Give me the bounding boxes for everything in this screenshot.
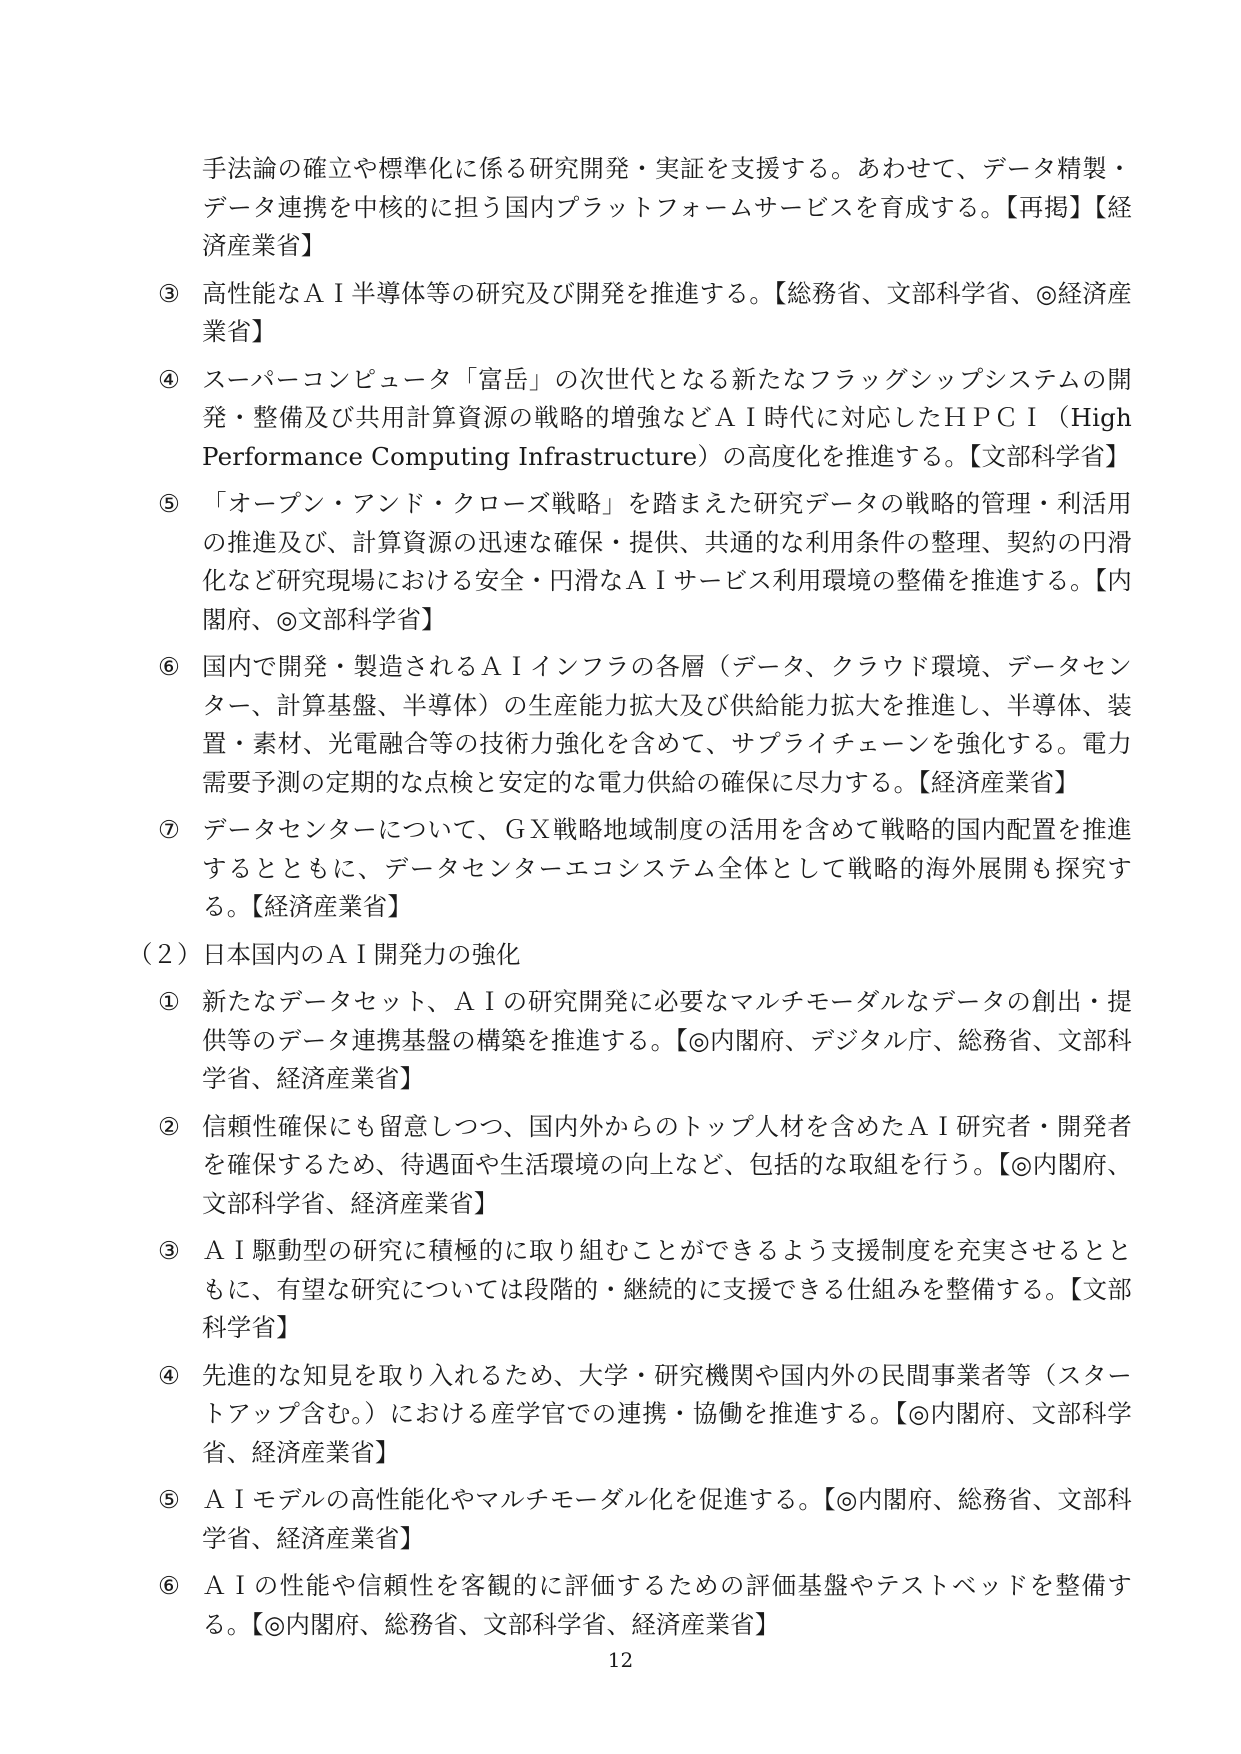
item-number: ⑦ xyxy=(158,815,181,844)
paragraph-text: 手法論の確立や標準化に係る研究開発・実証を支援する。あわせて、データ精製・データ連携を中核的に担う国内プラットフォームサービスを育成する。【再掲】【経済産業省】 xyxy=(202,154,1132,260)
item-text: 信頼性確保にも留意しつつ、国内外からのトップ人材を含めたＡＩ研究者・開発者を確保するため、待遇面や生活環境の向上など、包括的な取組を行う。【◎内閣府、文部科学省、経済産業省】 xyxy=(202,1111,1132,1218)
list-item-4 xyxy=(128,1357,1132,1473)
item-text: ＡＩ駆動型の研究に積極的に取り組むことができるよう支援制度を充実させるとともに、有望な研究については段階的・継続的に支援できる仕組みを整備する。【文部科学省】 xyxy=(202,1236,1132,1342)
list-item-1 xyxy=(128,983,1132,1099)
item-number: ⑥ xyxy=(158,1571,181,1600)
list-item-2 xyxy=(128,1108,1132,1224)
list-item-5 xyxy=(128,485,1132,639)
item-text: 「オープン・アンド・クローズ戦略」を踏まえた研究データの戦略的管理・利活用の推進及び、計算資源の迅速な確保・提供、共通的な利用条件の整理、契約の円滑化など研究現場における安全・円滑なＡＩサービス利用環境の整備を推進する。【内閣府、◎文部科学省】 xyxy=(202,489,1132,634)
list-item-4 xyxy=(128,361,1132,477)
section-title: 日本国内のＡＩ開発力の強化 xyxy=(202,939,521,969)
item-number: ④ xyxy=(158,364,181,394)
list-item-5 xyxy=(128,1481,1132,1558)
item-text: 国内で開発・製造されるＡＩインフラの各層（データ、クラウド環境、データセンター、計算基盤、半導体）の生産能力拡大及び供給能力拡大を推進し、半導体、装置・素材、光電融合等の技術力強化を含めて、サプライチェーンを強化する。電力需要予測の定期的な点検と安定的な電力供給の確保に尽力する。【経済産業省】 xyxy=(202,652,1132,797)
list-item-3 xyxy=(128,275,1132,352)
item-number: ⑤ xyxy=(158,489,181,518)
list-item-6 xyxy=(128,1567,1132,1644)
item-text: 高性能なＡＩ半導体等の研究及び開発を推進する。【総務省、文部科学省、◎経済産業省】 xyxy=(202,278,1132,346)
item-number: ⑤ xyxy=(158,1485,181,1514)
item-text: ＡＩの性能や信頼性を客観的に評価するための評価基盤やテストベッドを整備する。【◎内閣府、総務省、文部科学省、経済産業省】 xyxy=(202,1571,1132,1639)
item-number: ④ xyxy=(158,1360,181,1390)
document-body xyxy=(128,150,1132,1653)
page-number: 12 xyxy=(607,1648,634,1672)
item-number: ② xyxy=(158,1111,181,1141)
item-text: 先進的な知見を取り入れるため、大学・研究機関や国内外の民間事業者等（スタートアップ含む。）における産学官での連携・協働を推進する。【◎内閣府、文部科学省、経済産業省】 xyxy=(202,1360,1132,1467)
item-text: スーパーコンピュータ「富岳」の次世代となる新たなフラッグシップシステムの開発・整備及び共用計算資源の戦略的増強などＡＩ時代に対応したＨＰＣＩ（High Performance Computing Infrastructure）の高度化を推進する。【文部科学省】 xyxy=(202,364,1132,471)
item-text: 新たなデータセット、ＡＩの研究開発に必要なマルチモーダルなデータの創出・提供等のデータ連携基盤の構築を推進する。【◎内閣府、デジタル庁、総務省、文部科学省、経済産業省】 xyxy=(202,987,1132,1093)
section-heading xyxy=(128,936,1128,975)
item-number: ① xyxy=(158,987,181,1016)
list-item-7 xyxy=(128,811,1132,927)
continued-paragraph xyxy=(128,150,1132,266)
item-number: ③ xyxy=(158,1236,181,1265)
list-item-3 xyxy=(128,1232,1132,1348)
item-text: ＡＩモデルの高性能化やマルチモーダル化を促進する。【◎内閣府、総務省、文部科学省、経済産業省】 xyxy=(202,1485,1132,1553)
section-number: （２） xyxy=(128,939,202,969)
list-item-6 xyxy=(128,648,1132,802)
item-number: ③ xyxy=(158,278,181,308)
item-text: データセンターについて、ＧＸ戦略地域制度の活用を含めて戦略的国内配置を推進するとともに、データセンターエコシステム全体として戦略的海外展開も探究する。【経済産業省】 xyxy=(202,815,1132,921)
item-number: ⑥ xyxy=(158,652,181,681)
